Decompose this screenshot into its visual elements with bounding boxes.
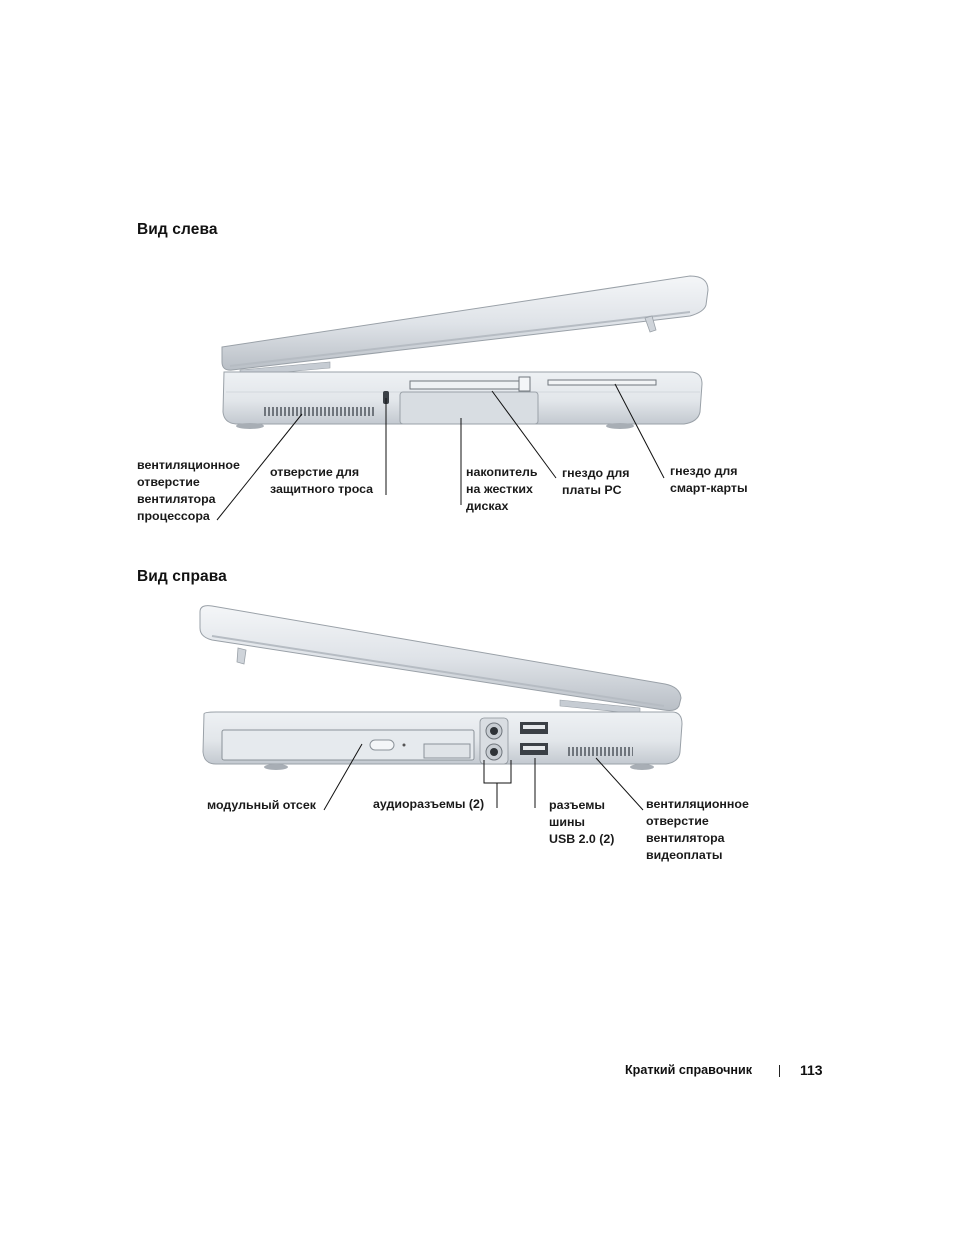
label-video-fan-vent: вентиляционное отверстие вентилятора видеоплаты	[646, 797, 749, 862]
footer-separator	[779, 1065, 780, 1077]
left-view-drawing	[222, 276, 708, 429]
label-pc-card-slot: гнездо для платы PC	[562, 466, 630, 497]
label-audio-connectors: аудиоразъемы (2)	[373, 797, 485, 811]
label-smart-card-slot: гнездо для смарт-карты	[670, 464, 748, 495]
label-hard-drive: накопитель на жестких дисках	[466, 465, 538, 513]
right-view-drawing	[200, 606, 682, 770]
footer-title: Краткий справочник	[625, 1063, 753, 1077]
page-number: 113	[800, 1062, 823, 1078]
left-view-heading: Вид слева	[137, 221, 218, 238]
label-module-bay: модульный отсек	[207, 798, 316, 812]
label-usb-connectors: разъемы шины USB 2.0 (2)	[549, 798, 615, 846]
right-view-heading: Вид справа	[137, 568, 227, 585]
label-security-cable-slot: отверстие для защитного троса	[270, 465, 374, 496]
label-cpu-fan-vent: вентиляционное отверстие вентилятора процессора	[137, 458, 240, 523]
